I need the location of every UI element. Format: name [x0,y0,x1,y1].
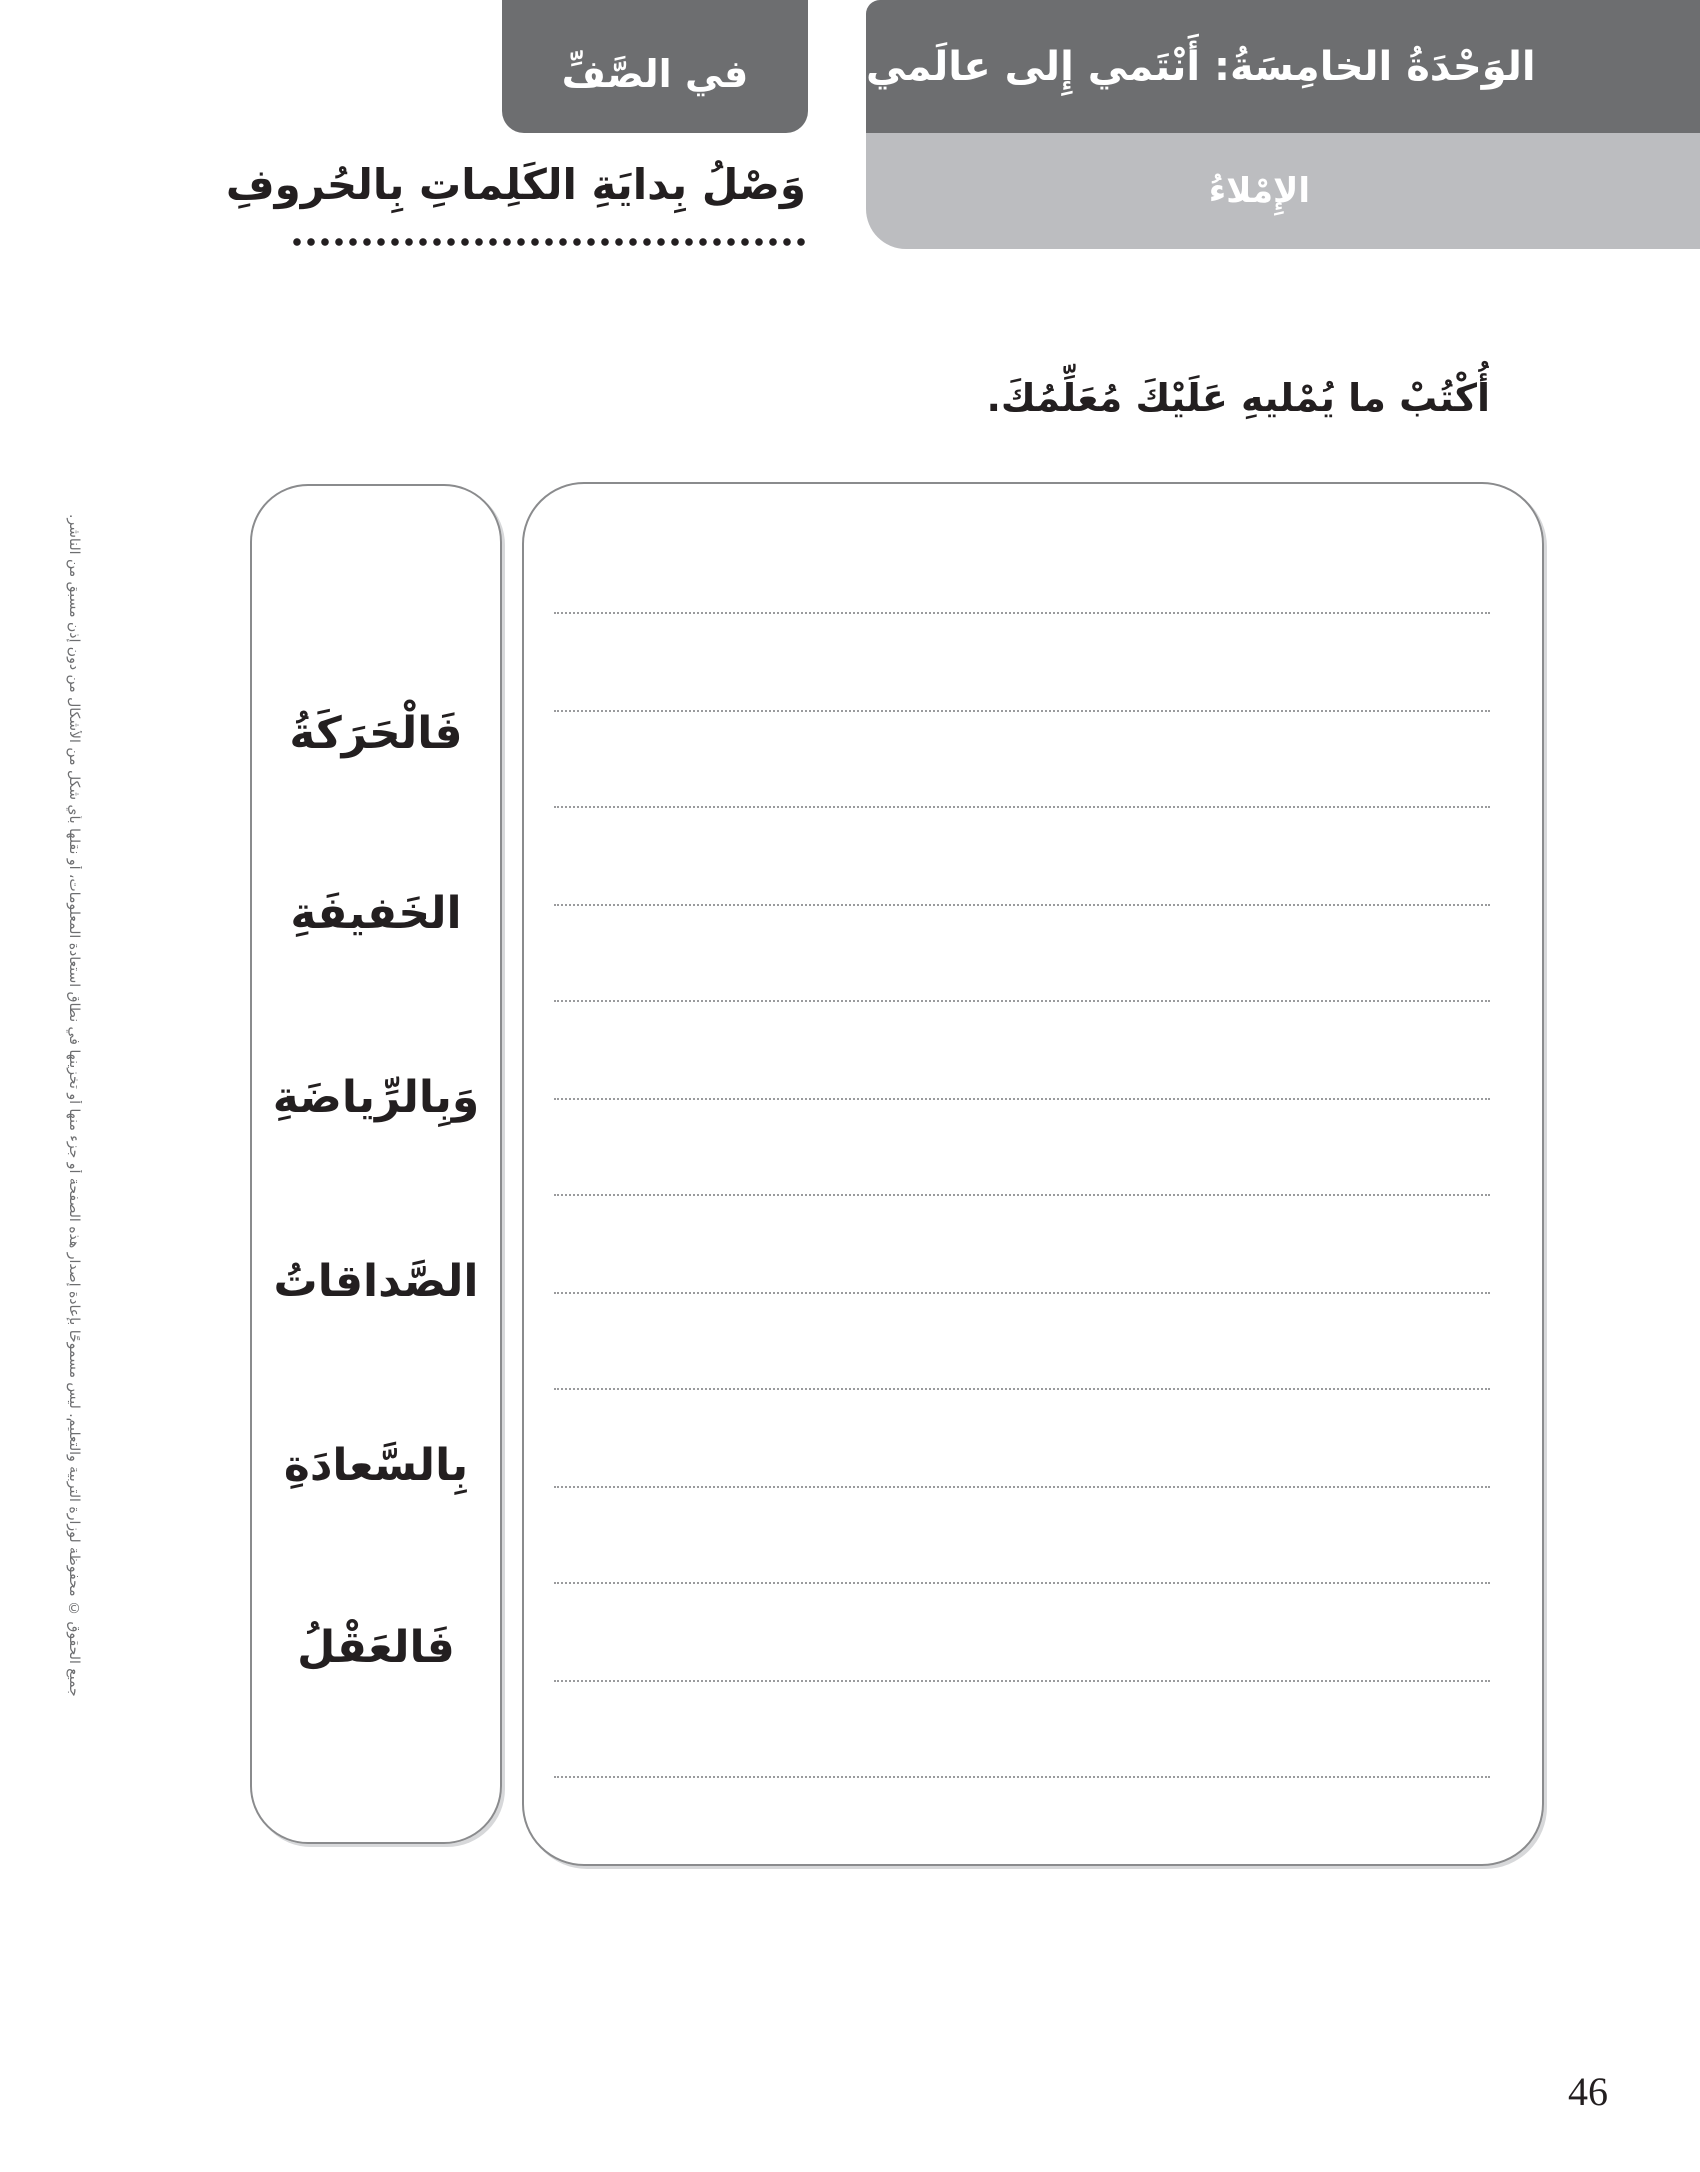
word-item: فَالعَقْلُ [297,1622,455,1673]
writing-line[interactable] [554,1486,1490,1488]
writing-line[interactable] [554,612,1490,614]
word-item: الخَفيفَةِ [290,888,462,939]
word-item: فَالْحَرَكَةُ [289,708,463,759]
writing-line[interactable] [554,1292,1490,1294]
writing-line[interactable] [554,806,1490,808]
writing-line[interactable] [554,904,1490,906]
word-item: وَبِالرِّياضَةِ [272,1072,480,1123]
writing-line[interactable] [554,1098,1490,1100]
writing-line[interactable] [554,710,1490,712]
class-label: في الصَّفِّ [561,51,749,96]
unit-title: الوَحْدَةُ الخامِسَةُ: أَنْتَمي إِلى عالَمي [866,43,1536,90]
lesson-title-block [225,160,810,260]
section-title: الإِمْلاءُ [1208,171,1310,211]
writing-area[interactable] [522,482,1544,1866]
writing-line[interactable] [554,1776,1490,1778]
word-item: بِالسَّعادَةِ [283,1440,469,1491]
unit-header [866,0,1700,133]
class-tab [502,0,808,133]
dotted-underline [290,238,810,246]
copyright-note: جميع الحقوق © محفوظة لوزارة التربية والتعليم. ليس مسموحًا بإعادة إصدار هذه الصفحة أو جزء منها أو تخزينها في نطاق استعادة المعلومات، أو نقلها بأي شكل من الأشكال من دون إذن مسبق من الناشر. [66,513,82,1697]
page-number: 46 [1568,2069,1608,2114]
instruction-text: أُكْتُبْ ما يُمْليهِ عَلَيْكَ مُعَلِّمُكَ. [986,376,1490,420]
writing-line[interactable] [554,1000,1490,1002]
word-item: الصَّداقاتُ [273,1256,479,1307]
writing-line[interactable] [554,1582,1490,1584]
writing-line[interactable] [554,1680,1490,1682]
writing-line[interactable] [554,1388,1490,1390]
section-header [866,133,1700,249]
word-list [250,484,502,1844]
writing-line[interactable] [554,1194,1490,1196]
lesson-title: وَصْلُ بِدايَةِ الكَلِماتِ بِالحُروفِ [225,160,806,209]
